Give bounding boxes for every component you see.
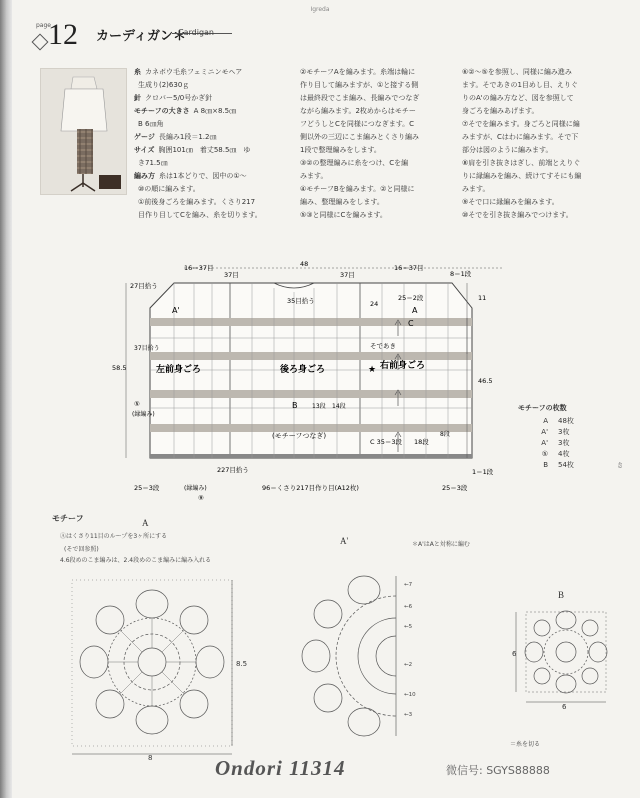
instruction-line: みますが、Cはわに編みます。そで下 [462,133,579,141]
dim-c35-3: C 35＝3段 [370,438,403,446]
label-a-prime: A' [172,306,180,315]
petal-group [80,590,224,734]
motif-count-val: 3枚 [558,428,570,436]
motif-count-row [518,438,574,449]
c-band [150,390,472,398]
dim-neck-37: 37目 [224,271,239,279]
instruction-text: ⑩の順に編みます。 [138,185,200,193]
instruction-label: 糸 [134,68,141,76]
motif-note-1: Ⓐはくさり11目のループを3ヶ所にする [60,533,168,540]
dim-dan-18: 18段 [414,438,429,446]
svg-text:←10: ←10 [404,692,416,698]
motif-count-val: 3枚 [558,439,570,447]
dim-label-5: ⑤ [134,400,140,408]
instruction-line: りのA'の編み方など、図を参照して [462,94,574,102]
c-band [150,318,472,326]
motif-count-key: A' [541,428,548,436]
instruction-text: クロバー5/0号かぎ針 [145,94,213,102]
dim-chain-96: 96＝くさり217目作り目(A12枚) [262,484,359,492]
label-right-front: 右前身ごろ [380,361,426,371]
dim-6a: 6 [512,650,517,658]
instruction-line [134,66,294,79]
page-title-jp: カーディガン＊ [96,29,186,44]
svg-text:←3: ←3 [404,712,413,718]
instruction-label: モチーフの大きさ [134,107,190,115]
motif-b-label: B [558,590,565,600]
dim-pick-8: 8＝1段 [450,270,472,278]
dim-top-16-left: 16＝37目 [184,264,214,272]
dim-edge-bottom: (縁編み) [184,485,207,492]
book-binding [0,0,12,798]
dim-85: 8.5 [236,660,248,668]
motif-a-label: A [142,518,149,528]
instruction-line [134,118,294,131]
body-diagram-svg [112,258,502,508]
instruction-label: 針 [134,94,141,102]
instruction-line: ⑤③と同様にCを編みます。 [300,211,387,219]
motif-b-diagram [512,598,616,710]
svg-text:←7: ←7 [404,582,413,588]
instruction-line: ⑥②〜⑤を参照し、同様に編み進み [462,68,572,76]
motif-count-heading: モチーフの枚数 [518,404,567,412]
motif-count-row [518,460,574,471]
instruction-line: 側以外の三辺にこま編みとくさり編み [300,133,419,141]
motif-a-svg [62,570,248,762]
dim-edge-knit: (縁編み) [132,411,155,418]
label-a-right: A [412,306,418,315]
motif-a-prime-label: A' [340,536,349,546]
instruction-text: ①前後身ごろを編みます。くさり217 [138,198,256,206]
label-motif-join: (モチーフつなぎ) [272,432,327,440]
dim-dan-8: 8段 [440,431,450,438]
instruction-line: ⑧肩を引き抜きはぎし、前端とえりぐ [462,159,581,167]
instruction-line: りに縁編みを編み、続けてすそにも編 [462,172,582,180]
label-back: 後ろ身ごろ [280,365,326,375]
diamond-icon [32,34,49,51]
instruction-line: 編み、整理編みをします。 [300,198,384,206]
brand-watermark: Ondori 11314 [215,756,346,780]
dim-pick-37-side: 37目拾う [134,345,160,352]
instruction-line: ④モチーフBを編みます。②と同様に [300,185,415,193]
dim-6b: 6 [562,703,567,711]
instructions-col-1 [134,66,294,222]
dim-bottom-25-left: 25＝3段 [134,484,160,492]
label-sleeve-open: そであき [370,342,396,350]
dim-bottom-1: 1＝1段 [472,468,494,476]
motif-count-key: B [543,461,548,469]
instruction-line: 部分は図のように編みます。 [462,146,553,154]
mannequin-icon [41,69,126,194]
dim-bottom-25-right: 25＝3段 [442,484,468,492]
page-small-number: 49 [616,461,623,469]
motif-a-prime-svg [286,556,436,746]
instruction-text: 糸は1本どりで、図中の①〜 [159,172,247,180]
cut-thread-legend: ＝糸を切る [510,741,541,748]
motif-count-row [518,449,574,460]
motif-count-key: A [543,417,548,425]
c-band [150,424,472,432]
instruction-line: ながら編みます。2枚めからはモチー [300,107,416,115]
instruction-line: みます。 [462,185,490,193]
motif-count-table [518,403,574,471]
dim-height-24: 24 [370,300,379,308]
instruction-line [134,144,294,157]
label-left-front: 左前身ごろ [156,365,202,375]
motif-count-key: ⑤ [541,450,548,458]
instruction-line [134,209,294,222]
instruction-label: 編み方 [134,172,155,180]
dim-height-11: 11 [478,294,487,302]
motif-count-val: 4枚 [558,450,570,458]
instruction-line: 1段で整理編みをします。 [300,146,381,154]
instruction-line: 身ごろを編みあげます。 [462,107,539,115]
instruction-line: ⑦そでを編みます。身ごろと同様に編 [462,120,580,128]
instruction-line: フどうしとCを同様につなぎます。C [300,120,415,128]
instruction-label: ゲージ [134,133,155,141]
instruction-text: B 6㎝角 [138,120,164,128]
instruction-text: 生成り(2)630ｇ [138,81,190,89]
dim-top-16-right: 16＝37目 [394,264,424,272]
instruction-text: 目作り目してCを編み、糸を切ります。 [138,211,262,219]
motif-note-3: 4.6段めのこま編みは、2.4段めのこま編みに編み入れる [60,557,212,564]
instruction-label: サイズ [134,146,155,154]
wechat-watermark: 微信号: SGYS88888 [446,764,550,777]
motif-b-svg [512,598,616,710]
dim-8: 8 [148,754,153,762]
instruction-line [134,79,294,92]
dim-dan-14: 14段 [332,403,346,410]
dim-pick-27: 27目拾う [130,282,158,290]
instruction-text: 胸囲101㎝ 着丈58.5㎝ ゆ [158,146,251,154]
label-c: C [408,319,414,328]
motif-count-key: A' [541,439,548,447]
instruction-text: き71.5㎝ [138,159,168,167]
instruction-line: ③②の整理編みに糸をつけ、Cを編 [300,159,409,167]
motif-count-val: 48枚 [558,417,574,425]
motif-count-row [518,416,574,427]
label-b: B [292,401,298,410]
page-title-en: Cardigan [178,28,214,37]
star-icon: ★ [368,365,377,375]
motif-a-diagram [62,570,248,762]
instruction-line [134,131,294,144]
instruction-line: は最終段でこま編み、長編みでつなぎ [300,94,420,102]
instruction-line [134,170,294,183]
dim-height-58-5: 58.5 [112,364,127,372]
instruction-line: みます。 [300,172,328,180]
dim-neck-37b: 37目 [340,271,355,279]
motif-count-row [518,427,574,438]
instruction-line [134,196,294,209]
c-band-bottom [150,454,472,458]
c-band [150,352,472,360]
dim-dan-25-2: 25＝2段 [398,294,424,302]
instruction-line: 作り目して編みますが、①と接する側 [300,81,419,89]
motif-count-val: 54枚 [558,461,574,469]
publisher-name: Igreda [310,6,330,13]
svg-text:←5: ←5 [404,624,413,630]
motif-note-ap: ＊A'はAと対称に編む [412,541,470,548]
instruction-line [134,92,294,105]
instruction-line: ⑩そでを引き抜き編みでつけます。 [462,211,573,219]
svg-text:←2: ←2 [404,662,413,668]
instruction-text: カネボウ毛糸フェミニンモヘア [145,68,243,76]
dim-top-48: 48 [300,260,309,268]
page-label: page [36,22,51,29]
svg-text:←6: ←6 [404,604,413,610]
dim-height-46-5: 46.5 [478,377,493,385]
dim-pick-227: 227目拾う [217,466,249,474]
motif-note-2: (そで回参照) [64,546,99,553]
instructions-col-2 [300,66,455,222]
motif-a-prime-diagram [286,556,436,746]
row-numbers [404,582,416,718]
instruction-line [134,183,294,196]
instruction-line [134,157,294,170]
instructions-col-3 [462,66,627,222]
instruction-line: ②モチーフAを編みます。糸端は輪に [300,68,416,76]
dim-edge-bottom-num: ⑨ [198,494,204,502]
dim-pick-35: 35目拾う [287,297,315,305]
instruction-text: A 8㎝×8.5㎝ [193,107,237,115]
cardigan-photo [40,68,127,195]
dim-dan-13: 13段 [312,403,326,410]
instruction-line: ます。そであきの1目めし目、えりぐ [462,81,578,89]
instruction-text: 長編み1段＝1.2㎝ [158,133,217,141]
instruction-line: ⑨そで口に縁編みを編みます。 [462,198,559,206]
motif-heading: モチーフ [52,514,84,523]
page-number: 12 [48,18,78,51]
instruction-line [134,105,294,118]
body-diagram [112,258,502,508]
